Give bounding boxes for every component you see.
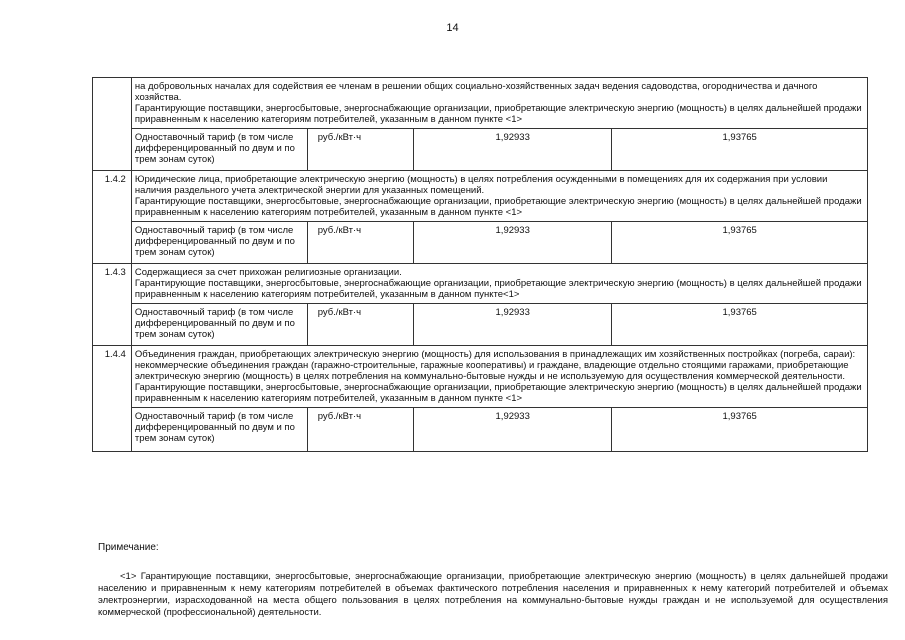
tariff-table [92,77,868,452]
tariff-value-1: 1,92933 [414,408,612,452]
item-description [131,264,867,304]
tariff-unit: руб./кВт·ч [307,304,413,346]
item-description [131,171,867,222]
tariff-value-2: 1,93765 [612,222,868,264]
tariff-value-2: 1,93765 [612,129,868,171]
table-row-tariff [93,408,868,452]
item-description [131,78,867,129]
item-description [131,346,867,408]
table-row-description [93,171,868,222]
note-title: Примечание: [98,542,159,553]
description-line: Гарантирующие поставщики, энергосбытовые, энергоснабжающие организации, приобретающие электрическую энергию (мощность) в целях дальнейшей продажи приравненным к населению категориям потребителей, указанным в данном пункте<1> [134,278,862,300]
description-line: на добровольных началах для содействия ее членам в решении общих социально-хозяйственных задач ведения садоводства, огородничества и дачного хозяйства. [134,81,818,103]
description-line: Юридические лица, приобретающие электрическую энергию (мощность) в целях потребления осужденными в помещениях для их содержания при условии наличия раздельного учета электрической энергии для указанных помещений. [134,174,828,196]
tariff-value-1: 1,92933 [414,304,612,346]
description-line: Гарантирующие поставщики, энергосбытовые, энергоснабжающие организации, приобретающие электрическую энергию (мощность) в целях дальнейшей продажи приравненным к населению категориям потребителей, указанным в данном пункте <1> [134,103,862,125]
tariff-unit: руб./кВт·ч [307,222,413,264]
description-line: Содержащиеся за счет прихожан религиозные организации. [134,267,402,278]
tariff-name: Одноставочный тариф (в том числе дифференцированный по двум и по трем зонам суток) [131,222,307,264]
footnote-text: <1> Гарантирующие поставщики, энергосбытовые, энергоснабжающие организации, приобретающие электрическую энергию (мощность) в целях дальнейшей продажи населению и приравненным к нему категориям потребителей в объемах фактического потребления населения и приравненных к нему категорий потребителей и объемах электроэнергии, израсходованной на места общего пользования в целях потребления на коммунально-бытовые нужды граждан и не используемой для осуществления коммерческой (профессиональной) деятельности. [98,571,888,618]
page-number: 14 [446,22,459,34]
table-row-description [93,78,868,129]
tariff-value-1: 1,92933 [414,129,612,171]
tariff-value-1: 1,92933 [414,222,612,264]
tariff-name: Одноставочный тариф (в том числе дифференцированный по двум и по трем зонам суток) [131,129,307,171]
tariff-name: Одноставочный тариф (в том числе дифференцированный по двум и по трем зонам суток) [131,304,307,346]
table-row-tariff [93,304,868,346]
description-line: Объединения граждан, приобретающих электрическую энергию (мощность) для использования в принадлежащих им хозяйственных постройках (погреба, сараи): некоммерческие объединения граждан (гаражно-строительные, гаражные кооперативы) и граждане, владеющие отдельно стоящими гаражами, приобретающие электрическую энергию (мощность) в целях потребления на коммунально-бытовые нужды и не используемую для осуществления коммерческой деятельности. [134,349,856,382]
table-row-tariff [93,222,868,264]
item-number [93,78,132,171]
item-number: 1.4.2 [93,171,132,264]
item-number: 1.4.4 [93,346,132,452]
tariff-name: Одноставочный тариф (в том числе дифференцированный по двум и по трем зонам суток) [131,408,307,452]
tariff-value-2: 1,93765 [612,408,868,452]
tariff-unit: руб./кВт·ч [307,129,413,171]
table-row-description [93,346,868,408]
description-line: Гарантирующие поставщики, энергосбытовые, энергоснабжающие организации, приобретающие электрическую энергию (мощность) в целях дальнейшей продажи приравненным к населению категориям потребителей, указанным в данном пункте <1> [134,382,862,404]
description-line: Гарантирующие поставщики, энергосбытовые, энергоснабжающие организации, приобретающие электрическую энергию (мощность) в целях дальнейшей продажи приравненным к населению категориям потребителей, указанным в данном пункте <1> [134,196,862,218]
table-row-tariff [93,129,868,171]
item-number: 1.4.3 [93,264,132,346]
tariff-value-2: 1,93765 [612,304,868,346]
table-row-description [93,264,868,304]
tariff-unit: руб./кВт·ч [307,408,413,452]
